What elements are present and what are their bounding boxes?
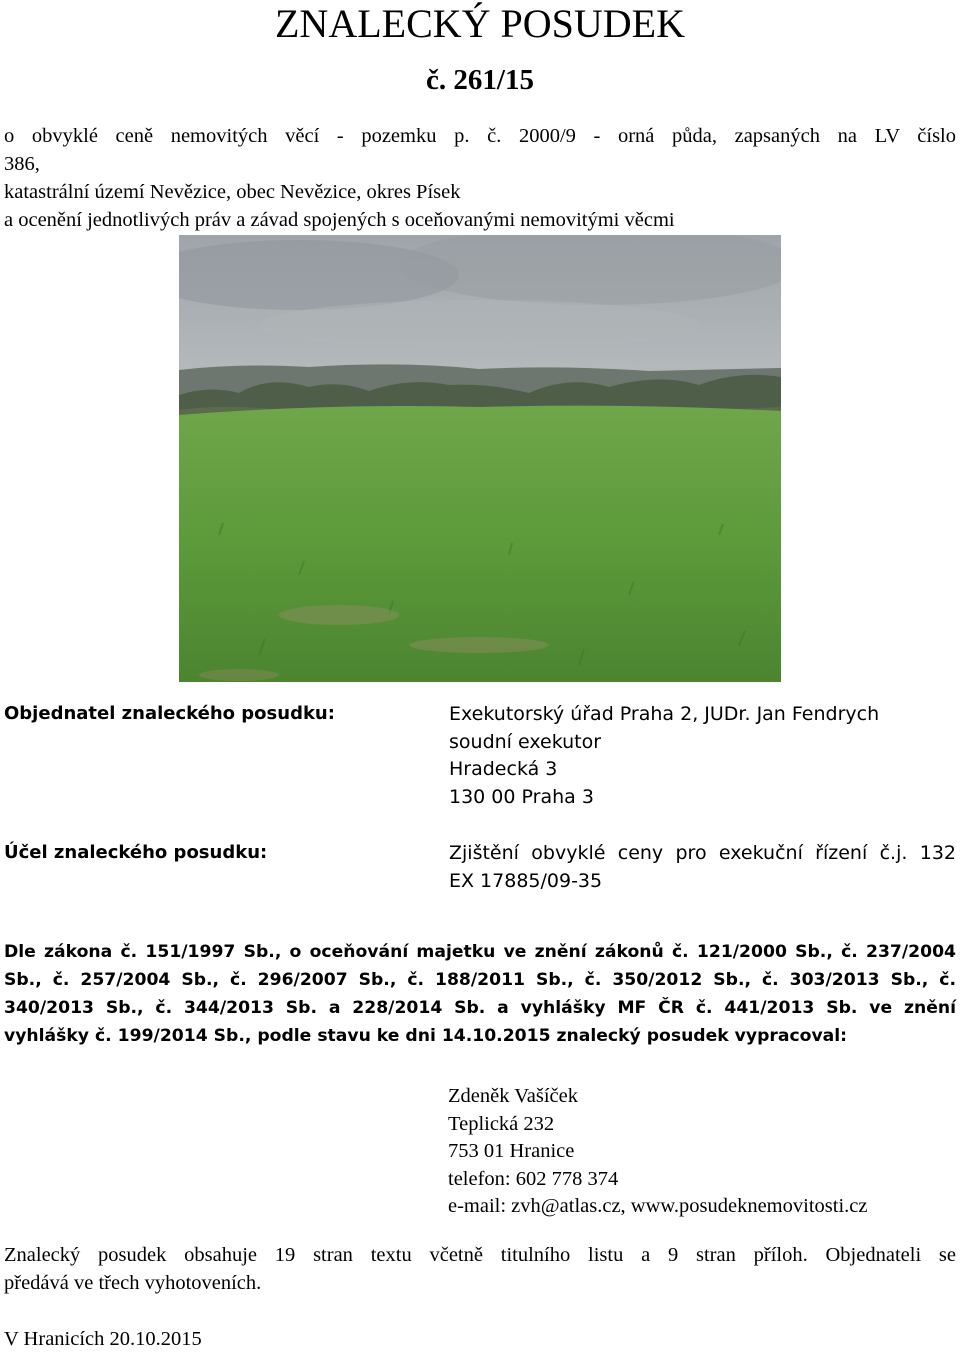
purpose-line: Zjištění obvyklé ceny pro exekuční řízení č.j. 132 — [449, 842, 956, 864]
field-photo — [179, 235, 781, 682]
document-footer — [4, 1241, 956, 1297]
client-line: soudní exekutor — [449, 730, 602, 753]
legal-line: 340/2013 Sb., č. 344/2013 Sb. a 228/2014 Sb. a vyhlášky MF ČR č. 441/2013 Sb. ve znění — [4, 998, 956, 1018]
document-date: V Hranicích 20.10.2015 — [4, 1328, 202, 1350]
expert-contact — [448, 1083, 867, 1221]
client-label: Objednatel znaleckého posudku: — [4, 703, 335, 724]
footer-line: předává ve třech vyhotoveních. — [4, 1272, 262, 1294]
document-title: ZNALECKÝ POSUDEK — [275, 1, 685, 46]
expert-email: e-mail: zvh@atlas.cz, www.posudeknemovitosti.cz — [448, 1195, 868, 1217]
legal-basis — [4, 938, 956, 1050]
field-photo-icon — [179, 235, 781, 682]
expert-name: Zdeněk Vašíček — [448, 1085, 578, 1107]
expert-street: Teplická 232 — [448, 1112, 555, 1135]
document-subtitle — [4, 122, 956, 234]
client-line: Exekutorský úřad Praha 2, JUDr. Jan Fendrych — [449, 703, 880, 725]
client-line: Hradecká 3 — [449, 758, 558, 780]
client-line: 130 00 Praha 3 — [449, 785, 594, 808]
document-number: č. 261/15 — [426, 64, 534, 96]
client-details — [449, 701, 879, 811]
subtitle-line: o obvyklé ceně nemovitých věcí - pozemku p. č. 2000/9 - orná půda, zapsaných na LV číslo — [4, 125, 956, 147]
purpose-label: Účel znaleckého posudku: — [4, 842, 268, 863]
purpose-line: EX 17885/09-35 — [449, 869, 603, 892]
subtitle-line: katastrální území Nevězice, obec Nevězice, okres Písek — [4, 181, 461, 203]
legal-line: vyhlášky č. 199/2014 Sb., podle stavu ke dni 14.10.2015 znalecký posudek vypracoval: — [4, 1026, 848, 1046]
expert-phone: telefon: 602 778 374 — [448, 1167, 619, 1190]
subtitle-line: 386, — [4, 153, 40, 175]
subtitle-line: a ocenění jednotlivých práv a závad spojených s oceňovanými nemovitými věcmi — [4, 209, 675, 231]
legal-line: Sb., č. 257/2004 Sb., č. 296/2007 Sb., č. 188/2011 Sb., č. 350/2012 Sb., č. 303/2013 Sb., č. — [4, 970, 956, 990]
expert-city: 753 01 Hranice — [448, 1140, 575, 1162]
legal-line: Dle zákona č. 151/1997 Sb., o oceňování majetku ve znění zákonů č. 121/2000 Sb., č. 237/2004 — [4, 942, 956, 962]
footer-line: Znalecký posudek obsahuje 19 stran textu včetně titulního listu a 9 stran příloh. Objednateli se — [4, 1244, 956, 1266]
purpose-details — [449, 840, 956, 895]
